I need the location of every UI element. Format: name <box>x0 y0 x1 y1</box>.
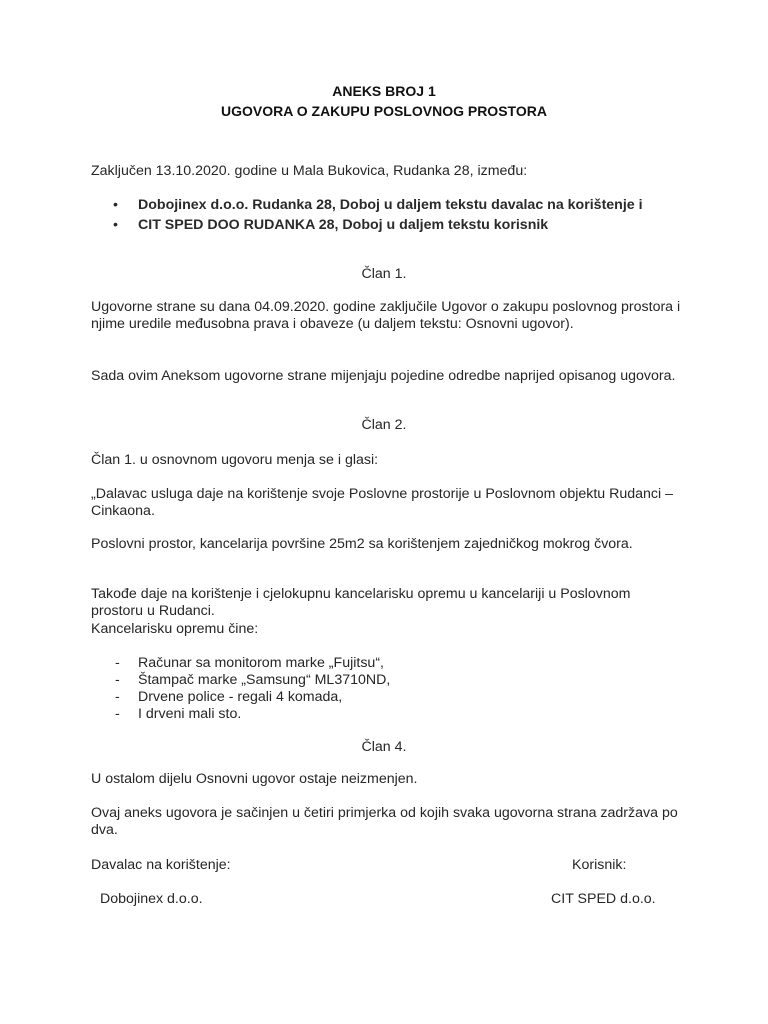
clan1-paragraph-1: Ugovorne strane su dana 04.09.2020. godine zaključile Ugovor o zakupu poslovnog prostora i njime uredile međusobna prava i obaveze (u daljem tekstu: Osnovni ugovor). <box>91 299 681 332</box>
equipment-text: Računar sa monitorom marke „Fujitsu“, <box>138 655 384 671</box>
equipment-text: Štampač marke „Samsung“ ML3710ND, <box>138 672 391 688</box>
dash-icon: - <box>115 689 120 705</box>
bullet-icon: • <box>113 217 118 233</box>
signature-left-label: Davalac na korištenje: <box>91 857 231 873</box>
equipment-item <box>91 706 691 723</box>
signature-left-name: Dobojinex d.o.o. <box>100 891 203 907</box>
equipment-text: I drveni mali sto. <box>138 706 242 722</box>
equipment-text: Drvene police - regali 4 komada, <box>138 689 343 705</box>
equipment-item <box>91 672 691 689</box>
party-item <box>91 217 691 234</box>
clan2-heading: Član 2. <box>361 417 407 433</box>
dash-icon: - <box>115 655 120 671</box>
party-item <box>91 197 691 214</box>
signature-right-name: CIT SPED d.o.o. <box>551 891 656 907</box>
clan2-paragraph-5: Kancelarisku opremu čine: <box>91 621 259 637</box>
document-title-line1: ANEKS BROJ 1 <box>332 83 436 99</box>
intro-paragraph: Zaključen 13.10.2020. godine u Mala Bukovica, Rudanka 28, između: <box>91 163 528 179</box>
dash-icon: - <box>115 706 120 722</box>
clan2-paragraph-1: Član 1. u osnovnom ugovoru menja se i glasi: <box>91 452 379 468</box>
clan4-paragraph-2: Ovaj aneks ugovora je sačinjen u četiri primjerka od kojih svaka ugovorna strana zadržava po dva. <box>91 805 678 838</box>
clan1-heading: Član 1. <box>361 266 407 282</box>
dash-icon: - <box>115 672 120 688</box>
document-title-line2: UGOVORA O ZAKUPU POSLOVNOG PROSTORA <box>221 103 547 119</box>
equipment-item <box>91 689 691 706</box>
equipment-item <box>91 655 691 672</box>
clan2-paragraph-4: Takođe daje na korištenje i cjelokupnu kancelarisku opremu u kancelariji u Poslovnom prostoru u Rudanci. <box>91 586 631 619</box>
party-text: Dobojinex d.o.o. Rudanka 28, Doboj u daljem tekstu davalac na korištenje i <box>138 197 643 213</box>
party-text: CIT SPED DOO RUDANKA 28, Doboj u daljem tekstu korisnik <box>138 217 549 233</box>
equipment-list <box>91 655 691 723</box>
clan4-heading: Član 4. <box>361 739 407 755</box>
clan2-paragraph-2: „Dalavac usluga daje na korištenje svoje Poslovne prostorije u Poslovnom objektu Rudanci – Cinkaona. <box>91 486 674 519</box>
bullet-icon: • <box>113 197 118 213</box>
signature-right-label: Korisnik: <box>572 857 627 873</box>
parties-list <box>91 197 691 234</box>
clan2-paragraph-3: Poslovni prostor, kancelarija površine 25m2 sa korištenjem zajedničkog mokrog čvora. <box>91 536 633 552</box>
clan4-paragraph-1: U ostalom dijelu Osnovni ugovor ostaje neizmenjen. <box>91 771 418 787</box>
clan1-paragraph-2: Sada ovim Aneksom ugovorne strane mijenjaju pojedine odredbe naprijed opisanog ugovora. <box>91 368 676 384</box>
